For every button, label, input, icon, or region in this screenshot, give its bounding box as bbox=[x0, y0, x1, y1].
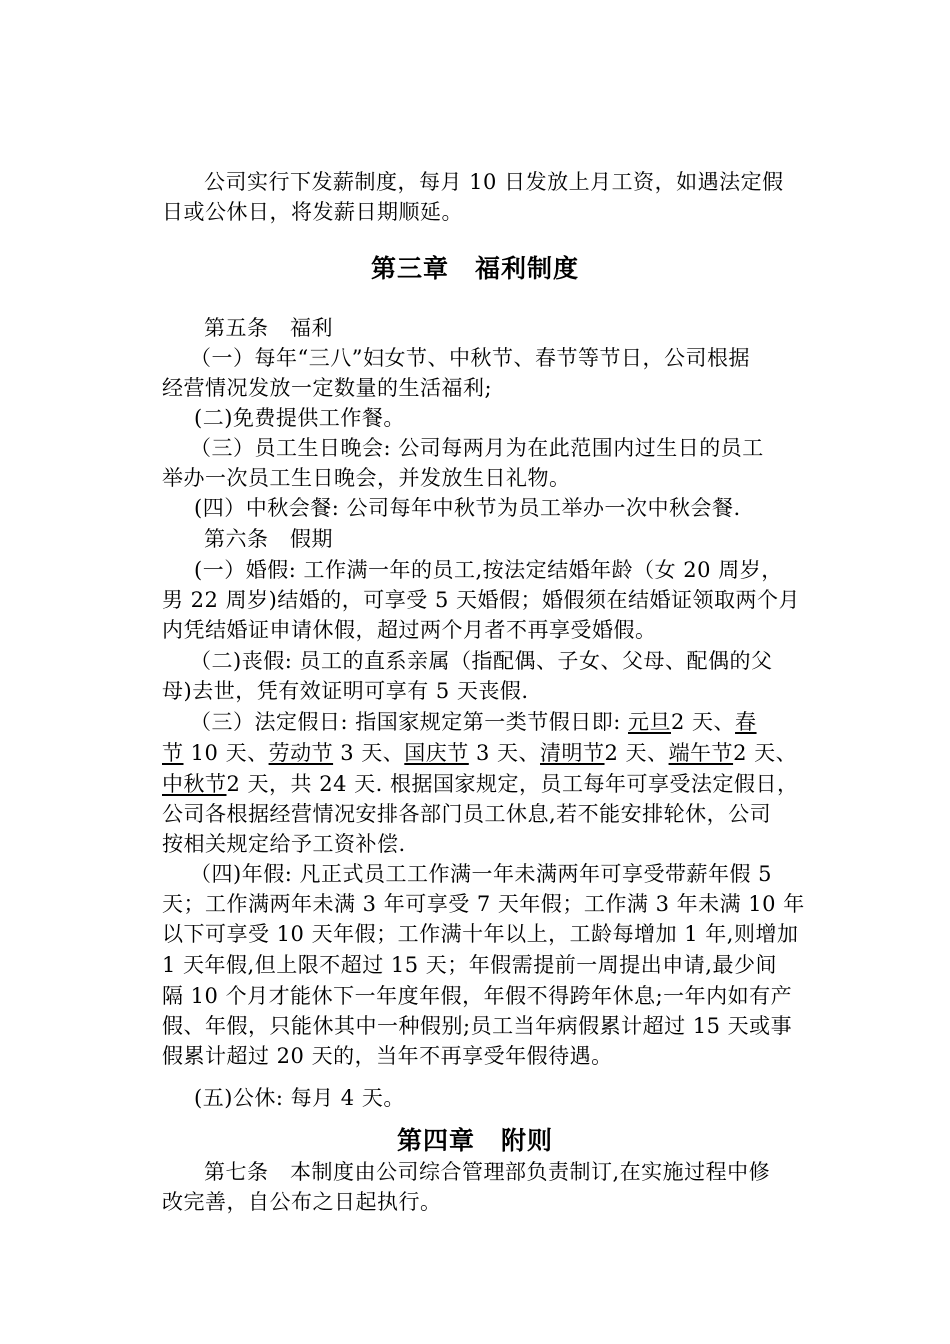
welfare-item-1-line-2: 经营情况发放一定数量的生活福利; bbox=[162, 376, 493, 400]
holiday-spring-festival-part-1: 春 bbox=[735, 710, 757, 734]
annual-leave-line-1: （四)年假: 凡正式员工工作满一年未满两年可享受带薪年假 5 bbox=[190, 862, 772, 886]
welfare-item-1-line-1: （一）每年“三八”妇女节、中秋节、春节等节日，公司根据 bbox=[190, 346, 750, 370]
annual-leave-line-7: 假累计超过 20 天的，当年不再享受年假待遇。 bbox=[162, 1044, 613, 1068]
salary-paragraph-line-2: 日或公休日，将发薪日期顺延。 bbox=[162, 200, 463, 224]
chapter-4-title: 第四章 附则 bbox=[396, 1126, 553, 1155]
marriage-leave-line-2: 男 22 周岁)结婚的，可享受 5 天婚假；婚假须在结婚证领取两个月 bbox=[162, 588, 800, 612]
statutory-holiday-line-5: 按相关规定给予工资补偿. bbox=[162, 832, 406, 856]
welfare-item-3-line-2: 举办一次员工生日晚会，并发放生日礼物。 bbox=[162, 466, 571, 490]
statutory-holiday-line-3 bbox=[162, 770, 798, 798]
statutory-holiday-total: 2 天，共 24 天. 根据国家规定，员工每年可享受法定假日， bbox=[226, 772, 799, 796]
holiday-dragon-boat: 端午节 bbox=[668, 741, 734, 765]
article-7-line-2: 改完善，自公布之日起执行。 bbox=[162, 1190, 442, 1214]
funeral-leave-line-2: 母)去世，凭有效证明可享有 5 天丧假. bbox=[162, 679, 529, 703]
article-7-line-1: 第七条 本制度由公司综合管理部负责制订,在实施过程中修 bbox=[204, 1160, 771, 1184]
annual-leave-line-3: 以下可享受 10 天年假；工作满十年以上，工龄每增加 1 年,则增加 bbox=[162, 922, 799, 946]
statutory-holiday-line-4: 公司各根据经营情况安排各部门员工休息,若不能安排轮休，公司 bbox=[162, 802, 772, 826]
holiday-new-year-days: 2 天、 bbox=[671, 710, 736, 734]
article-5-title: 第五条 福利 bbox=[204, 316, 333, 340]
marriage-leave-line-3: 内凭结婚证申请休假，超过两个月者不再享受婚假。 bbox=[162, 618, 657, 642]
holiday-new-year: 元旦 bbox=[628, 710, 671, 734]
annual-leave-line-6: 假、年假，只能休其中一种假别;员工当年病假累计超过 15 天或事 bbox=[162, 1014, 793, 1038]
holiday-national-day: 国庆节 bbox=[404, 741, 469, 765]
welfare-item-3-line-1: （三）员工生日晚会: 公司每两月为在此范围内过生日的员工 bbox=[190, 436, 764, 460]
annual-leave-line-5: 隔 10 个月才能休下一年度年假，年假不得跨年休息;一年内如有产 bbox=[162, 984, 793, 1008]
holiday-qingming-days: 2 天、 bbox=[604, 741, 669, 765]
salary-paragraph-line-1: 公司实行下发薪制度，每月 10 日发放上月工资，如遇法定假 bbox=[204, 170, 784, 194]
holiday-dragon-boat-days: 2 天、 bbox=[733, 741, 798, 765]
chapter-3-title: 第三章 福利制度 bbox=[370, 254, 579, 283]
welfare-item-4: (四）中秋会餐: 公司每年中秋节为员工举办一次中秋会餐. bbox=[194, 496, 741, 520]
welfare-item-2: (二)免费提供工作餐。 bbox=[194, 406, 405, 430]
holiday-labor-day-days: 3 天、 bbox=[333, 741, 405, 765]
article-6-title: 第六条 假期 bbox=[204, 527, 333, 551]
statutory-holiday-line-1 bbox=[190, 708, 757, 736]
holiday-spring-festival-part-2: 节 bbox=[162, 741, 184, 765]
annual-leave-line-2: 天；工作满两年未满 3 年可享受 7 天年假；工作满 3 年未满 10 年 bbox=[162, 892, 805, 916]
statutory-holiday-line-2 bbox=[162, 739, 797, 767]
holiday-qingming: 清明节 bbox=[540, 741, 605, 765]
holiday-labor-day: 劳动节 bbox=[268, 741, 334, 765]
statutory-holiday-intro: （三）法定假日: 指国家规定第一类节假日即: bbox=[190, 710, 628, 734]
holiday-spring-festival-days: 10 天、 bbox=[183, 741, 269, 765]
funeral-leave-line-1: （二)丧假: 员工的直系亲属（指配偶、子女、父母、配偶的父 bbox=[190, 649, 773, 673]
holiday-mid-autumn: 中秋节 bbox=[162, 772, 227, 796]
marriage-leave-line-1: (一）婚假: 工作满一年的员工,按法定结婚年龄（女 20 周岁， bbox=[194, 558, 783, 582]
public-rest-day: (五)公休: 每月 4 天。 bbox=[194, 1086, 405, 1110]
annual-leave-line-4: 1 天年假,但上限不超过 15 天；年假需提前一周提出申请,最少间 bbox=[162, 953, 777, 977]
holiday-national-day-days: 3 天、 bbox=[468, 741, 541, 765]
